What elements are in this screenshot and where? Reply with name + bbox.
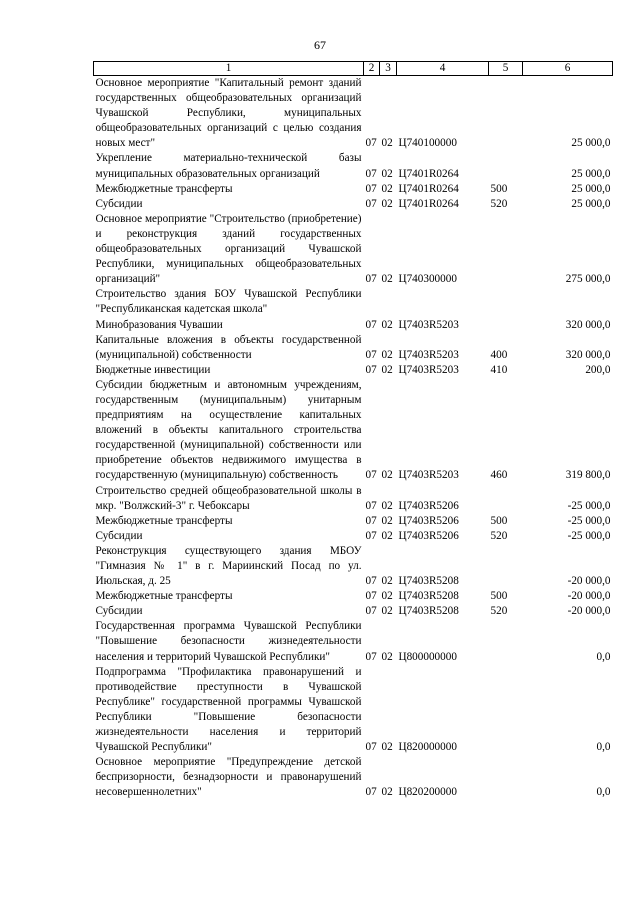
row-expense-type: 500 bbox=[490, 590, 508, 603]
row-amount: -25 000,0 bbox=[567, 514, 611, 527]
row-subsection: 02 bbox=[381, 650, 393, 663]
row-target-article bbox=[397, 287, 489, 317]
row-expense-type bbox=[489, 287, 523, 317]
row-name: Строительство здания БОУ Чувашской Республики "Республиканская кадетская школа" bbox=[95, 288, 362, 316]
row-section: 07 bbox=[365, 469, 377, 482]
table-row bbox=[94, 589, 613, 604]
row-section: 07 bbox=[365, 605, 377, 618]
row-subsection: 02 bbox=[381, 499, 393, 512]
row-subsection: 02 bbox=[381, 318, 393, 331]
row-section: 07 bbox=[365, 590, 377, 603]
table-row bbox=[94, 484, 613, 514]
row-subsection: 02 bbox=[381, 363, 393, 376]
row-expense-type bbox=[489, 318, 523, 333]
row-name: Основное мероприятие "Строительство (приобретение) и реконструкция зданий государственных общеобразовательных организаций Чувашской Республики, муниципальных общеобразовательных организаций" bbox=[95, 212, 362, 286]
row-amount: -20 000,0 bbox=[567, 575, 611, 588]
page-number: 67 bbox=[314, 38, 326, 52]
row-amount: 319 800,0 bbox=[565, 469, 611, 482]
row-subsection: 02 bbox=[381, 786, 393, 799]
row-amount: -20 000,0 bbox=[567, 605, 611, 618]
table-row bbox=[94, 151, 613, 181]
row-subsection: 02 bbox=[381, 575, 393, 588]
table-row bbox=[94, 363, 613, 378]
row-expense-type bbox=[489, 544, 523, 589]
row-name: Субсидии bbox=[95, 605, 143, 618]
row-amount: 275 000,0 bbox=[565, 273, 611, 286]
row-amount: 0,0 bbox=[596, 786, 611, 799]
row-expense-type bbox=[489, 151, 523, 181]
row-name: Межбюджетные трансферты bbox=[95, 514, 233, 527]
row-expense-type: 500 bbox=[490, 182, 508, 195]
row-target-article: Ц7401R0264 bbox=[398, 197, 459, 210]
row-subsection: 02 bbox=[381, 137, 393, 150]
row-expense-type bbox=[489, 212, 523, 287]
row-subsection bbox=[380, 287, 397, 317]
header-col-5: 5 bbox=[489, 62, 523, 76]
row-amount: 25 000,0 bbox=[571, 137, 611, 150]
row-name: Капитальные вложения в объекты государственной (муниципальной) собственности bbox=[95, 333, 362, 361]
row-section: 07 bbox=[365, 575, 377, 588]
table-row bbox=[94, 197, 613, 212]
table-row bbox=[94, 378, 613, 484]
row-name: Бюджетные инвестиции bbox=[95, 363, 211, 376]
header-col-1: 1 bbox=[94, 62, 364, 76]
row-expense-type: 460 bbox=[490, 469, 508, 482]
row-subsection: 02 bbox=[381, 197, 393, 210]
header-col-2: 2 bbox=[364, 62, 380, 76]
header-col-4: 4 bbox=[397, 62, 489, 76]
row-name: Минобразования Чувашии bbox=[95, 318, 223, 331]
table-row bbox=[94, 287, 613, 317]
header-col-6: 6 bbox=[523, 62, 613, 76]
row-section: 07 bbox=[365, 786, 377, 799]
table-row bbox=[94, 212, 613, 287]
row-amount: -25 000,0 bbox=[567, 499, 611, 512]
row-name: Строительство средней общеобразовательной школы в мкр. "Волжский-3" г. Чебоксары bbox=[95, 484, 362, 512]
row-amount: 25 000,0 bbox=[571, 197, 611, 210]
row-target-article: Ц7403R5203 bbox=[398, 469, 459, 482]
table-row bbox=[94, 514, 613, 529]
row-name: Государственная программа Чувашской Республики "Повышение безопасности жизнедеятельности населения и территорий Чувашской Республики" bbox=[95, 620, 362, 663]
row-subsection: 02 bbox=[381, 182, 393, 195]
row-amount: 0,0 bbox=[596, 741, 611, 754]
table-row bbox=[94, 604, 613, 619]
row-target-article: Ц800000000 bbox=[398, 650, 457, 663]
row-target-article: Ц7403R5206 bbox=[398, 529, 459, 542]
row-amount: 320 000,0 bbox=[565, 348, 611, 361]
row-expense-type bbox=[489, 619, 523, 664]
row-target-article: Ц7403R5203 bbox=[398, 363, 459, 376]
row-subsection: 02 bbox=[381, 348, 393, 361]
table-header-row bbox=[94, 62, 613, 76]
row-target-article: Ц7403R5208 bbox=[398, 590, 459, 603]
row-expense-type: 500 bbox=[490, 514, 508, 527]
row-target-article: Ц740300000 bbox=[398, 273, 457, 286]
budget-table bbox=[93, 61, 613, 801]
row-expense-type: 520 bbox=[490, 605, 508, 618]
row-target-article: Ц7403R5208 bbox=[398, 575, 459, 588]
row-name: Укрепление материально-технической базы муниципальных образовательных организаций bbox=[95, 152, 362, 180]
row-subsection: 02 bbox=[381, 590, 393, 603]
row-section: 07 bbox=[365, 363, 377, 376]
table-row bbox=[94, 76, 613, 152]
row-target-article: Ц7403R5206 bbox=[398, 514, 459, 527]
row-name: Реконструкция существующего здания МБОУ "Гимназия № 1" в г. Мариинский Посад по ул. Июльская, д. 25 bbox=[95, 544, 362, 588]
row-name: Межбюджетные трансферты bbox=[95, 590, 233, 603]
row-target-article: Ц7403R5208 bbox=[398, 605, 459, 618]
row-target-article: Ц820200000 bbox=[398, 786, 457, 799]
table-row bbox=[94, 182, 613, 197]
row-amount: 25 000,0 bbox=[571, 167, 611, 180]
table-row bbox=[94, 318, 613, 333]
row-section: 07 bbox=[365, 499, 377, 512]
row-subsection: 02 bbox=[381, 167, 393, 180]
row-target-article: Ц7403R5203 bbox=[398, 348, 459, 361]
row-subsection: 02 bbox=[381, 605, 393, 618]
row-section: 07 bbox=[365, 650, 377, 663]
row-name: Подпрограмма "Профилактика правонарушений и противодействие преступности в Чувашской Республике" государственной программы Чувашской Республики "Повышение безопасности жизнедеятельности населения и территорий Чувашской Республики" bbox=[95, 665, 362, 754]
row-amount bbox=[523, 287, 613, 317]
row-section: 07 bbox=[365, 318, 377, 331]
row-amount: 0,0 bbox=[596, 650, 611, 663]
row-amount: -25 000,0 bbox=[567, 529, 611, 542]
row-expense-type: 520 bbox=[490, 197, 508, 210]
row-expense-type bbox=[489, 755, 523, 800]
row-name: Субсидии бюджетным и автономным учреждениям, государственным (муниципальным) унитарным предприятиям на осуществление капитальных вложений в объекты капитального строительства государственной (муниципальной) собственности или приобретение объектов недвижимого имущества в государственную (муниципальную) собственность bbox=[95, 378, 362, 482]
table-row bbox=[94, 755, 613, 800]
row-amount: 200,0 bbox=[585, 363, 611, 376]
row-target-article: Ц740100000 bbox=[398, 137, 457, 150]
row-subsection: 02 bbox=[381, 273, 393, 286]
row-section: 07 bbox=[365, 197, 377, 210]
row-target-article: Ц7401R0264 bbox=[398, 167, 459, 180]
row-subsection: 02 bbox=[381, 514, 393, 527]
row-amount: 320 000,0 bbox=[565, 318, 611, 331]
row-section bbox=[364, 287, 380, 317]
row-expense-type bbox=[489, 665, 523, 756]
row-target-article: Ц7401R0264 bbox=[398, 182, 459, 195]
row-expense-type: 400 bbox=[490, 348, 508, 361]
table-row bbox=[94, 619, 613, 664]
row-amount: -20 000,0 bbox=[567, 590, 611, 603]
row-target-article: Ц820000000 bbox=[398, 741, 457, 754]
row-expense-type bbox=[489, 76, 523, 152]
row-section: 07 bbox=[365, 514, 377, 527]
row-expense-type bbox=[489, 484, 523, 514]
row-section: 07 bbox=[365, 529, 377, 542]
table-row bbox=[94, 333, 613, 363]
row-target-article: Ц7403R5203 bbox=[398, 318, 459, 331]
table-row bbox=[94, 665, 613, 756]
row-name: Основное мероприятие "Капитальный ремонт зданий государственных общеобразовательных организаций Чувашской Республики, муниципальных общеобразовательных организаций с целью создания новых мест" bbox=[95, 77, 362, 150]
row-expense-type: 520 bbox=[490, 529, 508, 542]
row-subsection: 02 bbox=[381, 741, 393, 754]
row-expense-type: 410 bbox=[490, 363, 508, 376]
row-section: 07 bbox=[365, 137, 377, 150]
row-subsection: 02 bbox=[381, 529, 393, 542]
row-amount: 25 000,0 bbox=[571, 182, 611, 195]
row-name: Субсидии bbox=[95, 529, 143, 542]
row-section: 07 bbox=[365, 273, 377, 286]
row-name: Субсидии bbox=[95, 197, 143, 210]
row-subsection: 02 bbox=[381, 469, 393, 482]
table-row bbox=[94, 529, 613, 544]
row-section: 07 bbox=[365, 182, 377, 195]
header-col-3: 3 bbox=[380, 62, 397, 76]
row-section: 07 bbox=[365, 167, 377, 180]
row-section: 07 bbox=[365, 348, 377, 361]
row-name: Основное мероприятие "Предупреждение детской беспризорности, безнадзорности и правонарушений несовершеннолетних" bbox=[95, 756, 362, 799]
row-name: Межбюджетные трансферты bbox=[95, 182, 233, 195]
row-section: 07 bbox=[365, 741, 377, 754]
table-row bbox=[94, 544, 613, 589]
row-target-article: Ц7403R5206 bbox=[398, 499, 459, 512]
